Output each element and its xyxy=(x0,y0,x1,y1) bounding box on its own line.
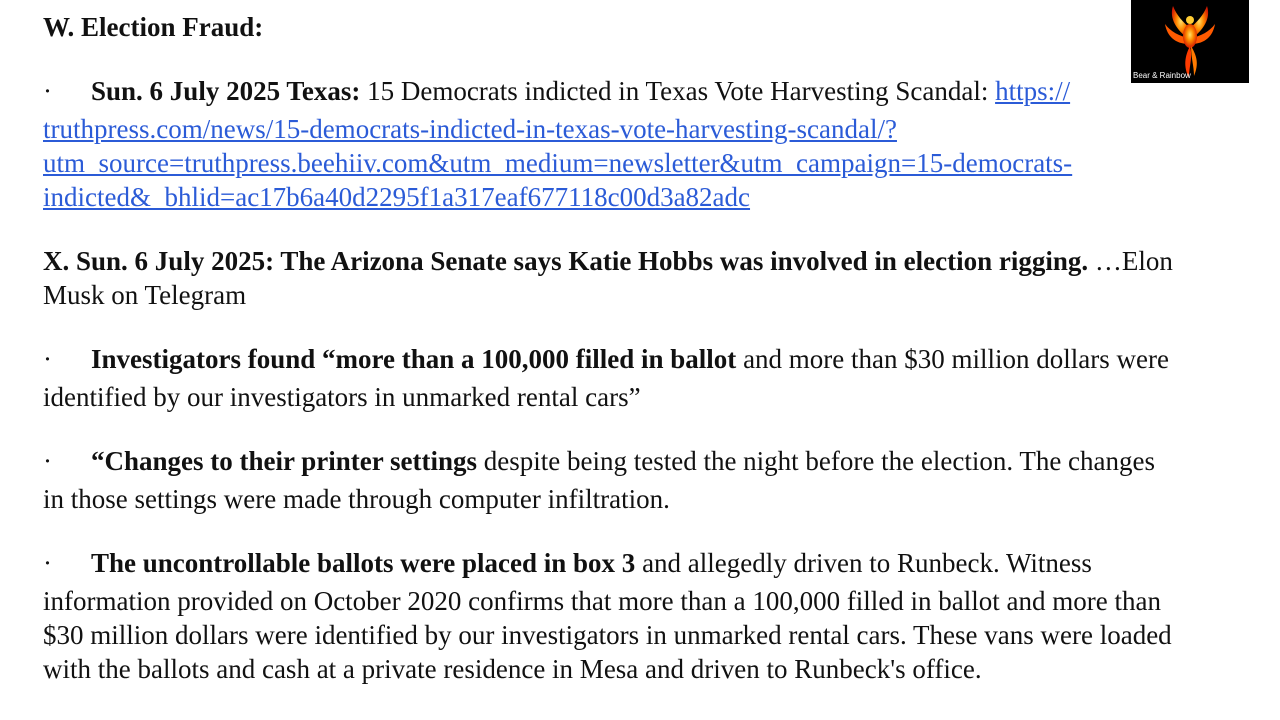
section-x-heading-tail: …Elon xyxy=(1088,246,1173,276)
channel-label: Bear & Rainbow xyxy=(1133,71,1191,80)
article-link-part-3[interactable]: utm_source=truthpress.beehiiv.com&utm_medium=newsletter&utm_campaign=15-democrats- xyxy=(43,148,1073,178)
section-x-item-3-line-2: information provided on October 2020 confirms that more than a 100,000 filled in ballot and more than xyxy=(43,586,1161,616)
section-x-item-2-line-2: in those settings were made through computer infiltration. xyxy=(43,484,670,514)
item-text: and more than $30 million dollars were xyxy=(736,344,1169,374)
section-w-heading: W. Election Fraud: xyxy=(43,12,264,42)
item-text: and allegedly driven to Runbeck. Witness xyxy=(635,548,1092,578)
section-x-item-2 xyxy=(43,444,1155,478)
article-link-line-4[interactable] xyxy=(43,180,750,214)
section-x-item-3 xyxy=(43,546,1092,580)
section-x-heading-bold: X. Sun. 6 July 2025: The Arizona Senate says Katie Hobbs was involved in election rigging. xyxy=(43,246,1089,276)
article-link-part-2[interactable]: truthpress.com/news/15-democrats-indicted-in-texas-vote-harvesting-scandal/? xyxy=(43,114,897,144)
section-x-item-3-line-4: with the ballots and cash at a private residence in Mesa and driven to Runbeck's office. xyxy=(43,654,982,684)
article-link-part-4[interactable]: indicted&_bhlid=ac17b6a40d2295f1a317eaf677118c00d3a82adc xyxy=(43,182,751,212)
section-x-item-1-line-2: identified by our investigators in unmarked rental cars” xyxy=(43,382,641,412)
bullet-symbol: · xyxy=(43,548,52,578)
section-x-item-1 xyxy=(43,342,1169,376)
channel-logo-overlay xyxy=(1131,0,1249,83)
item-bold-text: The uncontrollable ballots were placed in box 3 xyxy=(91,548,636,578)
bullet-symbol: · xyxy=(43,76,52,106)
bullet-symbol: · xyxy=(43,446,52,476)
section-x-heading-line-2: Musk on Telegram xyxy=(43,280,247,310)
section-w-item-1 xyxy=(43,74,1070,108)
item-text: despite being tested the night before the election. The changes xyxy=(477,446,1156,476)
article-link-line-3[interactable] xyxy=(43,146,1072,180)
item-text: 15 Democrats indicted in Texas Vote Harvesting Scandal: xyxy=(360,76,996,106)
section-x-item-3-line-3: $30 million dollars were identified by our investigators in unmarked rental cars. These vans were loaded xyxy=(43,620,1172,650)
article-link-part-1[interactable]: https:// xyxy=(995,76,1071,106)
bullet-symbol: · xyxy=(43,344,52,374)
article-link-line-2[interactable] xyxy=(43,112,897,146)
item-date-label: Sun. 6 July 2025 Texas: xyxy=(91,76,361,106)
item-bold-text: “Changes to their printer settings xyxy=(91,446,477,476)
item-bold-text: Investigators found “more than a 100,000 filled in ballot xyxy=(91,344,737,374)
section-x-heading xyxy=(43,244,1173,278)
